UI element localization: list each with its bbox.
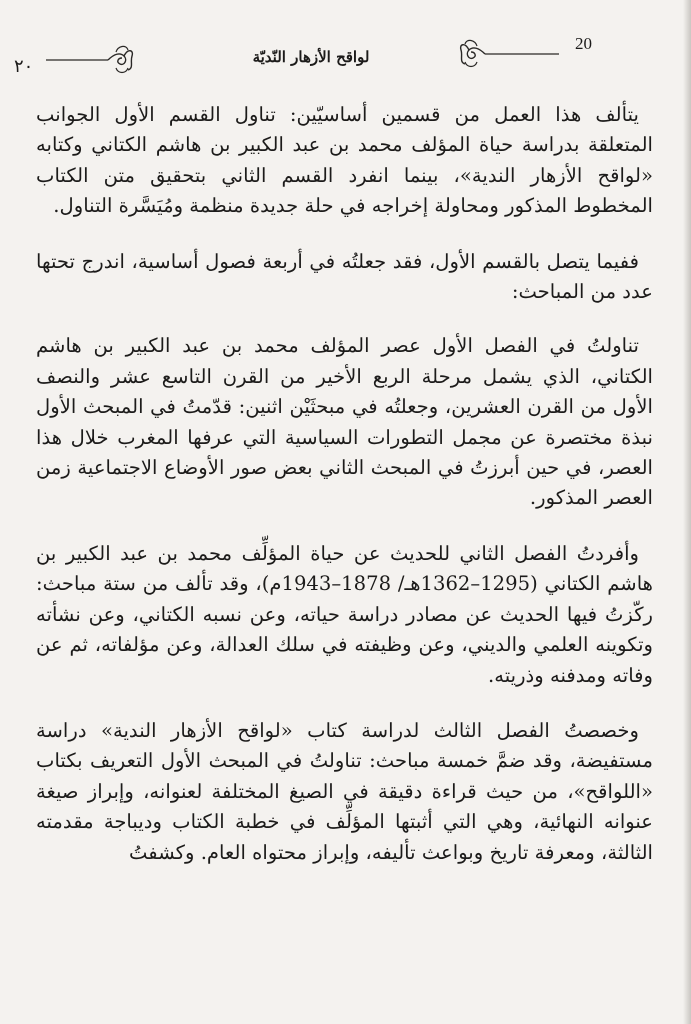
scroll-ornament-icon	[455, 32, 559, 68]
paragraph-chapter-three: وخصصتُ الفصل الثالث لدراسة كتاب «لواقح الأزهار الندية» دراسة مستفيضة، وقد ضمَّ خمسة مباحث: تناولتُ في المبحث الأول التعريف بكتاب «اللواقح»، من حيث قراءة دقيقة في الصيغ المختلفة لعنوانه، وإبراز صيغة عنوانه النهائية، وهي التي أثبتها المؤلِّف في خطبة الكتاب وديباجة مقدمته الثالثة، ومعرفة تاريخ وبواعث تأليفه، وإبراز محتواه العام. وكشفتُ	[36, 718, 653, 864]
paragraph-intro: يتألف هذا العمل من قسمين أساسيّين: تناول القسم الأول الجوانب المتعلقة بدراسة حياة المؤلف محمد بن عبد الكبير بن هاشم الكتاني وكتابه «لواقح الأزهار الندية»، بينما انفرد القسم الثاني بتحقيق متن الكتاب المخطوط المذكور ومحاولة إخراجه في حلة جديدة منظمة ومُيَسَّرة التناول.	[36, 103, 653, 218]
page-number-latin: 20	[575, 34, 592, 53]
paragraph-part-one: ففيما يتصل بالقسم الأول، فقد جعلتُه في أربعة فصول أساسية، اندرج تحتها عدد من المباحث:	[36, 249, 653, 304]
page-header	[0, 20, 691, 80]
page-number-arabic: ٢٠	[14, 56, 34, 77]
body-text	[36, 100, 653, 893]
page-edge-shadow	[683, 0, 691, 1024]
running-title: لواقح الأزهار النّديّة	[252, 48, 370, 66]
paragraph-chapter-one: تناولتُ في الفصل الأول عصر المؤلف محمد بن عبد الكبير بن هاشم الكتاني، الذي يشمل مرحلة الربع الأخير من القرن التاسع عشر والنصف الأول من القرن العشرين، وجعلتُه في مبحثَيْن اثنين: قدّمتُ في المبحث الأول نبذة مختصرة عن مجمل التطورات السياسية التي عرفها المغرب خلال هذا العصر، في حين أبرزتُ في المبحث الثاني بعض صور الأوضاع الاجتماعية زمن العصر المذكور.	[36, 334, 653, 510]
paragraph-chapter-two: وأفردتُ الفصل الثاني للحديث عن حياة المؤلِّف محمد بن عبد الكبير بن هاشم الكتاني (1295–1362هـ/ 1878–1943م)، وقد تألف من ستة مباحث: ركّزتُ فيها الحديث عن مصادر دراسة حياته، وعن نسبه الكتاني، وعن نشأته وتكوينه العلمي والديني، وعن وظيفته في سلك العدالة، وعن مؤلفاته، ثم عن وفاته ومدفنه وذريته.	[36, 541, 653, 687]
scroll-ornament-icon	[46, 40, 138, 76]
